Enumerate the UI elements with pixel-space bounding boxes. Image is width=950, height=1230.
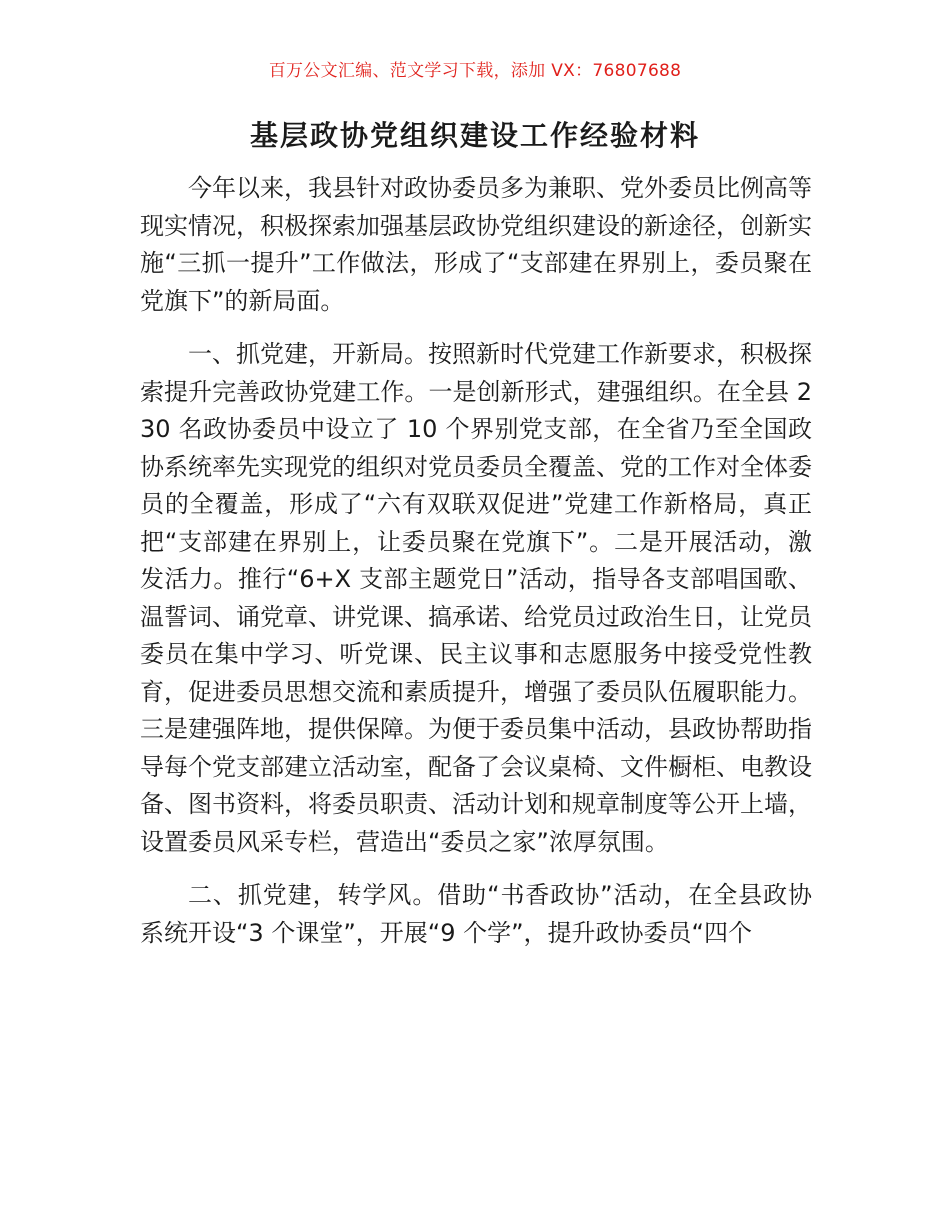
document-body xyxy=(140,170,812,968)
header-watermark-note: 百万公文汇编、范文学习下载，添加 VX：76807688 xyxy=(268,61,682,81)
paragraph-section-2: 二、抓党建，转学风。借助“书香政协”活动，在全县政协系统开设“3 个课堂”，开展“9 个学”，提升政协委员“四个 xyxy=(140,881,812,947)
paragraph-section-1: 一、抓党建，开新局。按照新时代党建工作新要求，积极探索提升完善政协党建工作。一是创新形式，建强组织。在全县 230 名政协委员中设立了 10 个界别党支部，在全省乃至全国政协系统率先实现党的组织对党员委员全覆盖、党的工作对全体委员的全覆盖，形成了“六有双联双促进”党建工作新格局，真正把“支部建在界别上，让委员聚在党旗下”。二是开展活动，激发活力。推行“6+X 支部主题党日”活动，指导各支部唱国歌、温誓词、诵党章、讲党课、搞承诺、给党员过政治生日，让党员委员在集中学习、听党课、民主议事和志愿服务中接受党性教育，促进委员思想交流和素质提升，增强了委员队伍履职能力。三是建强阵地，提供保障。为便于委员集中活动，县政协帮助指导每个党支部建立活动室，配备了会议桌椅、文件橱柜、电教设备、图书资料，将委员职责、活动计划和规章制度等公开上墙，设置委员风采专栏，营造出“委员之家”浓厚氛围。 xyxy=(140,340,812,856)
document-title: 基层政协党组织建设工作经验材料 xyxy=(249,119,700,152)
paragraph-intro: 今年以来，我县针对政协委员多为兼职、党外委员比例高等现实情况，积极探索加强基层政协党组织建设的新途径，创新实施“三抓一提升”工作做法，形成了“支部建在界别上，委员聚在党旗下”的新局面。 xyxy=(140,174,812,315)
